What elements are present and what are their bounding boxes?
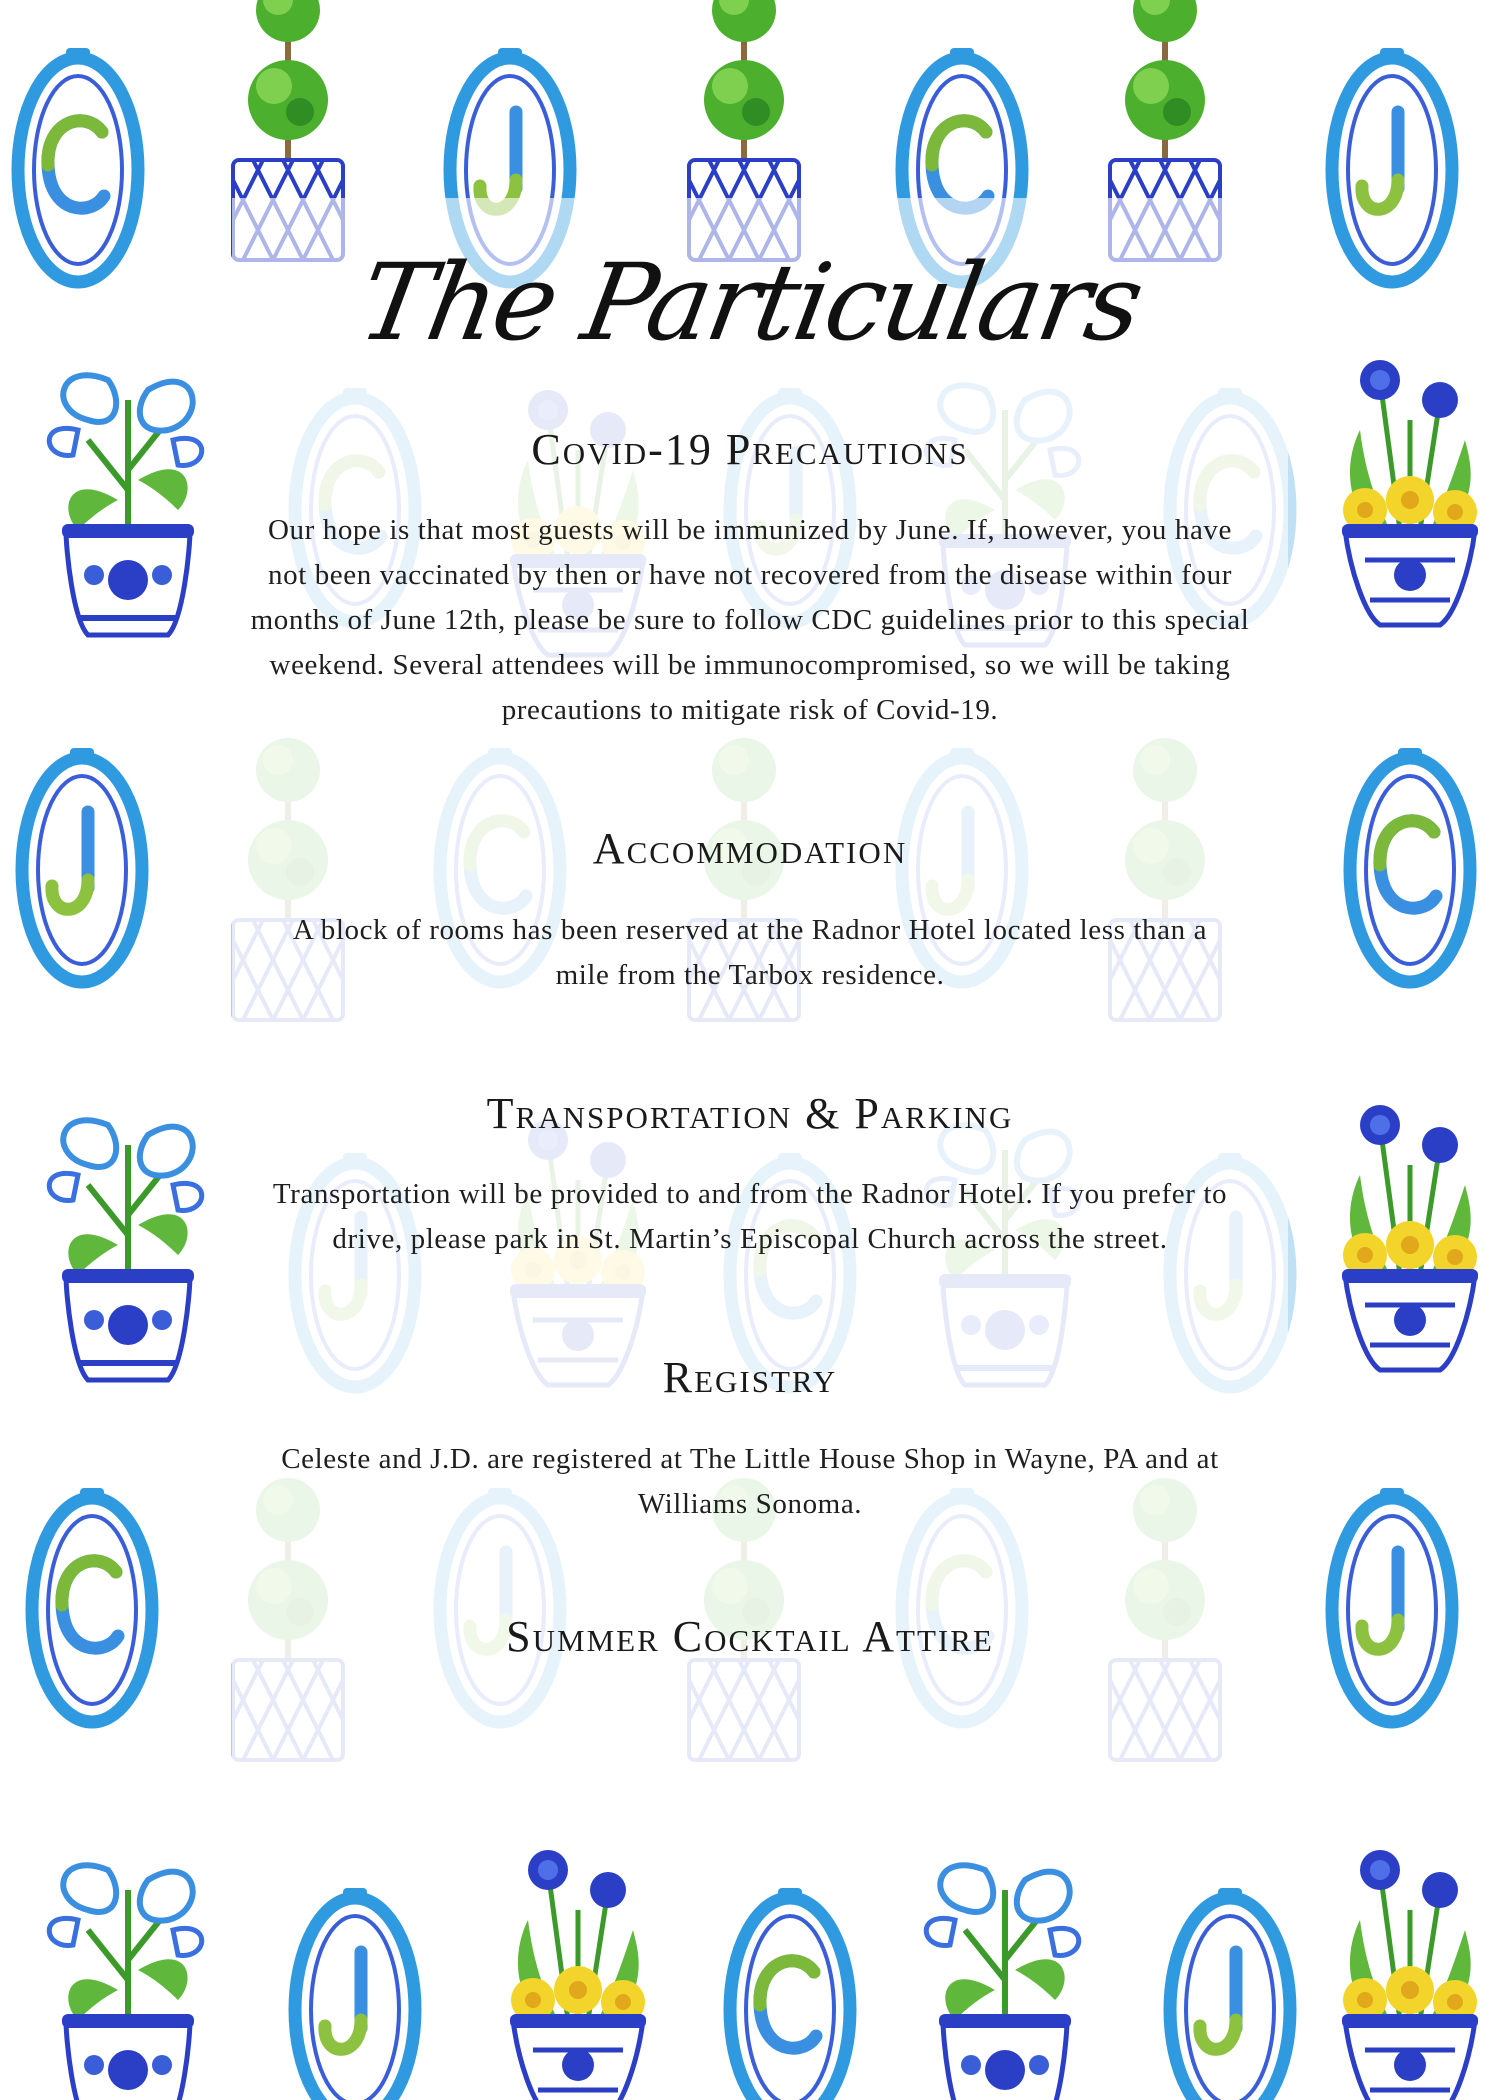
registry-heading: Registry <box>662 1353 838 1403</box>
registry-section <box>250 1354 1250 1526</box>
transportation-parking-text: Transportation will be provided to and from the Radnor Hotel. If you prefer to drive, please park in St. Martin’s Episcopal Church across the street. <box>272 1178 1228 1256</box>
transportation-parking-section <box>250 1090 1250 1262</box>
lily-pot-icon <box>49 375 202 635</box>
covid-precautions-heading: Covid-19 Precautions <box>531 425 969 474</box>
monogram-j-icon <box>295 1888 415 2100</box>
particulars-card <box>250 241 1250 1661</box>
lily-pot-icon <box>49 1865 202 2100</box>
daffodil-pot-icon <box>1342 360 1478 625</box>
registry-text: Celeste and J.D. are registered at The Little House Shop in Wayne, PA and at Williams Sonoma. <box>281 1442 1219 1520</box>
monogram-j-icon <box>22 748 142 982</box>
accommodation-heading: Accommodation <box>592 824 908 874</box>
monogram-j-icon <box>1332 1488 1452 1722</box>
monogram-j-icon <box>1170 1888 1290 2100</box>
monogram-c-icon <box>18 48 138 282</box>
attire-section <box>250 1613 1250 1661</box>
daffodil-pot-icon <box>1342 1105 1478 1370</box>
daffodil-pot-icon <box>510 1850 646 2100</box>
page-title: The Particulars <box>350 241 1150 364</box>
attire-heading: Summer Cocktail Attire <box>506 1611 994 1661</box>
lily-pot-icon <box>926 1865 1079 2100</box>
covid-precautions-text: Our hope is that most guests will be immunized by June. If, however, you have not been vaccinated by then or have not recovered from the disease within four months of June 12th, please be sure to follow CDC guidelines prior to this special weekend. Several attendees will be immunocompromised, so we will be taking precautions to mitigate risk of Covid-19. <box>250 514 1250 727</box>
accommodation-section <box>250 825 1250 997</box>
monogram-c-icon <box>1350 748 1470 982</box>
daffodil-pot-icon <box>1342 1850 1478 2100</box>
monogram-c-icon <box>32 1488 152 1722</box>
monogram-c-icon <box>730 1888 850 2100</box>
accommodation-text: A block of rooms has been reserved at the Radnor Hotel located less than a mile from the Tarbox residence. <box>292 913 1208 991</box>
monogram-j-icon <box>1332 48 1452 282</box>
lily-pot-icon <box>49 1120 202 1380</box>
covid-precautions-section <box>250 426 1250 733</box>
transportation-parking-heading: Transportation & Parking <box>486 1088 1014 1138</box>
